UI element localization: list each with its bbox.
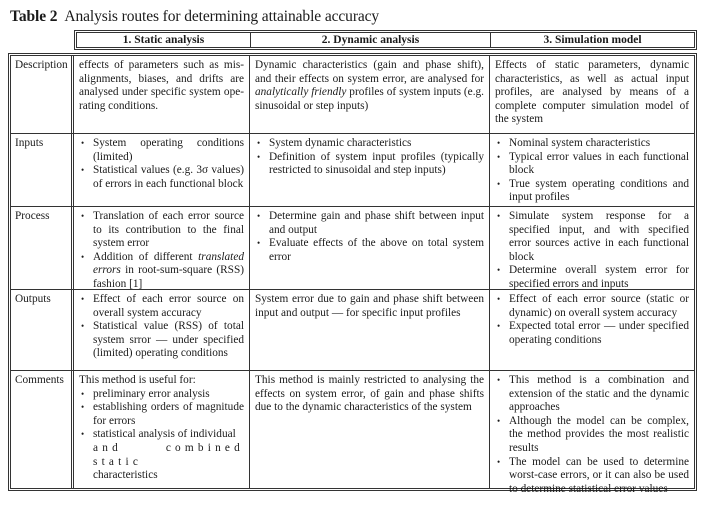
cell-simulation [490, 290, 694, 370]
cell-simulation [490, 371, 694, 495]
list-item: • Expected total error — under specified operating conditions [495, 320, 689, 347]
cell-static [74, 371, 250, 488]
cell-simulation [490, 207, 694, 289]
list-item: • establishing orders of magnitude for errors [79, 401, 244, 428]
table-row-inputs [11, 134, 694, 207]
table-caption [10, 8, 379, 26]
cell-dynamic [250, 207, 490, 289]
cell-static [74, 207, 250, 289]
analysis-routes-table [8, 53, 697, 495]
list-item: • Statistical values (e.g. 3σ values) of errors in each functional block [79, 164, 244, 191]
list-item: • Effect of each error source on overall system accuracy [79, 293, 244, 320]
list-item: • System operating conditions (limited) [79, 137, 244, 164]
column-header-static: 1. Static analysis [122, 34, 205, 46]
comment-intro: This method is useful for: [79, 374, 196, 386]
text: Dynamic characteristics (gain and phase shift), and their effects on system error, are analysed for [255, 59, 484, 85]
column-header-simulation: 3. Simulation model [490, 33, 694, 47]
column-header-dynamic: 2. Dynamic analysis [250, 33, 490, 47]
table-row-process [11, 207, 694, 290]
list-item: • Typical error values in each functional block [495, 151, 689, 178]
cell-dynamic [250, 56, 490, 133]
list-item: • This method is a combination and extension of the static and the dynamic approaches [495, 374, 689, 415]
row-label: Description [11, 56, 74, 133]
row-label: Inputs [11, 134, 74, 206]
table-row-comments [11, 371, 694, 495]
list-item: • Effect of each error source (static or dynamic) on overall system accuracy [495, 293, 689, 320]
list-item: • Determine gain and phase shift between input and output [255, 210, 484, 237]
table-row-description [11, 56, 694, 134]
list-item: • Determine overall system error for specified errors and inputs [495, 264, 689, 291]
cell-static: effects of parameters such as mis-alignments, biases, and drifts are analysed under specific system ope-rating conditions. [74, 56, 250, 133]
table-number: Table 2 [10, 8, 58, 25]
cell-dynamic [250, 134, 490, 206]
table-row-outputs [11, 290, 694, 371]
list-item: • Although the model can be complex, the method provides the most realistic results [495, 415, 689, 456]
cell-static [74, 134, 250, 206]
emphasis-text: translated errors [93, 250, 244, 277]
text: characteristics [93, 469, 158, 482]
list-item: • preliminary error analysis [79, 388, 244, 402]
list-item: • Nominal system characteristics [495, 137, 689, 151]
text: profiles of system inputs (e.g. sinusoidal or step inputs) [255, 86, 484, 112]
list-item [79, 251, 244, 292]
list-item: • Evaluate effects of the above on total system error [255, 237, 484, 264]
table-title: Analysis routes for determining attainable accuracy [64, 8, 380, 25]
cell-dynamic: System error due to gain and phase shift between input and output — for specific input profiles [250, 290, 490, 370]
list-item: • The model can be used to determine worst-case errors, or it can also be used to determine statistical error values [495, 456, 689, 497]
list-item: • Definition of system input profiles (typically restricted to sinusoidal and step inputs) [255, 151, 484, 178]
table-header [74, 30, 697, 50]
list-item: • Statistical value (RSS) of total system srror — under specified (limited) operating conditions [79, 320, 244, 361]
cell-simulation: Effects of static parameters, dynamic characteristics, as well as actual input profiles, are analysed by means of a complete computer simulation model of the system [495, 59, 689, 126]
list-item: • True system operating conditions and input profiles [495, 178, 689, 205]
emphasis-text: analytically friendly [255, 86, 347, 99]
row-label: Outputs [11, 290, 74, 370]
cell-static [74, 290, 250, 370]
row-label: Comments [11, 371, 74, 488]
list-item: • Translation of each error source to its contribution to the final system error [79, 210, 244, 251]
row-label: Process [11, 207, 74, 289]
list-item: • System dynamic characteristics [255, 137, 484, 151]
text: Addition of different [93, 250, 199, 263]
text: statistical analysis of individual [93, 428, 236, 441]
cell-dynamic: This method is mainly restricted to analysing the effects on system error, of gain and phase shifts due to the dynamic characteristics of the system [250, 371, 490, 488]
text: and combined static [93, 441, 244, 468]
text: in root-sum-square (RSS) fashion [1] [93, 264, 244, 290]
list-item [79, 428, 244, 482]
list-item: • Simulate system response for a specified input, and with specified error sources active in each functional block [495, 210, 689, 264]
cell-simulation [490, 134, 694, 206]
